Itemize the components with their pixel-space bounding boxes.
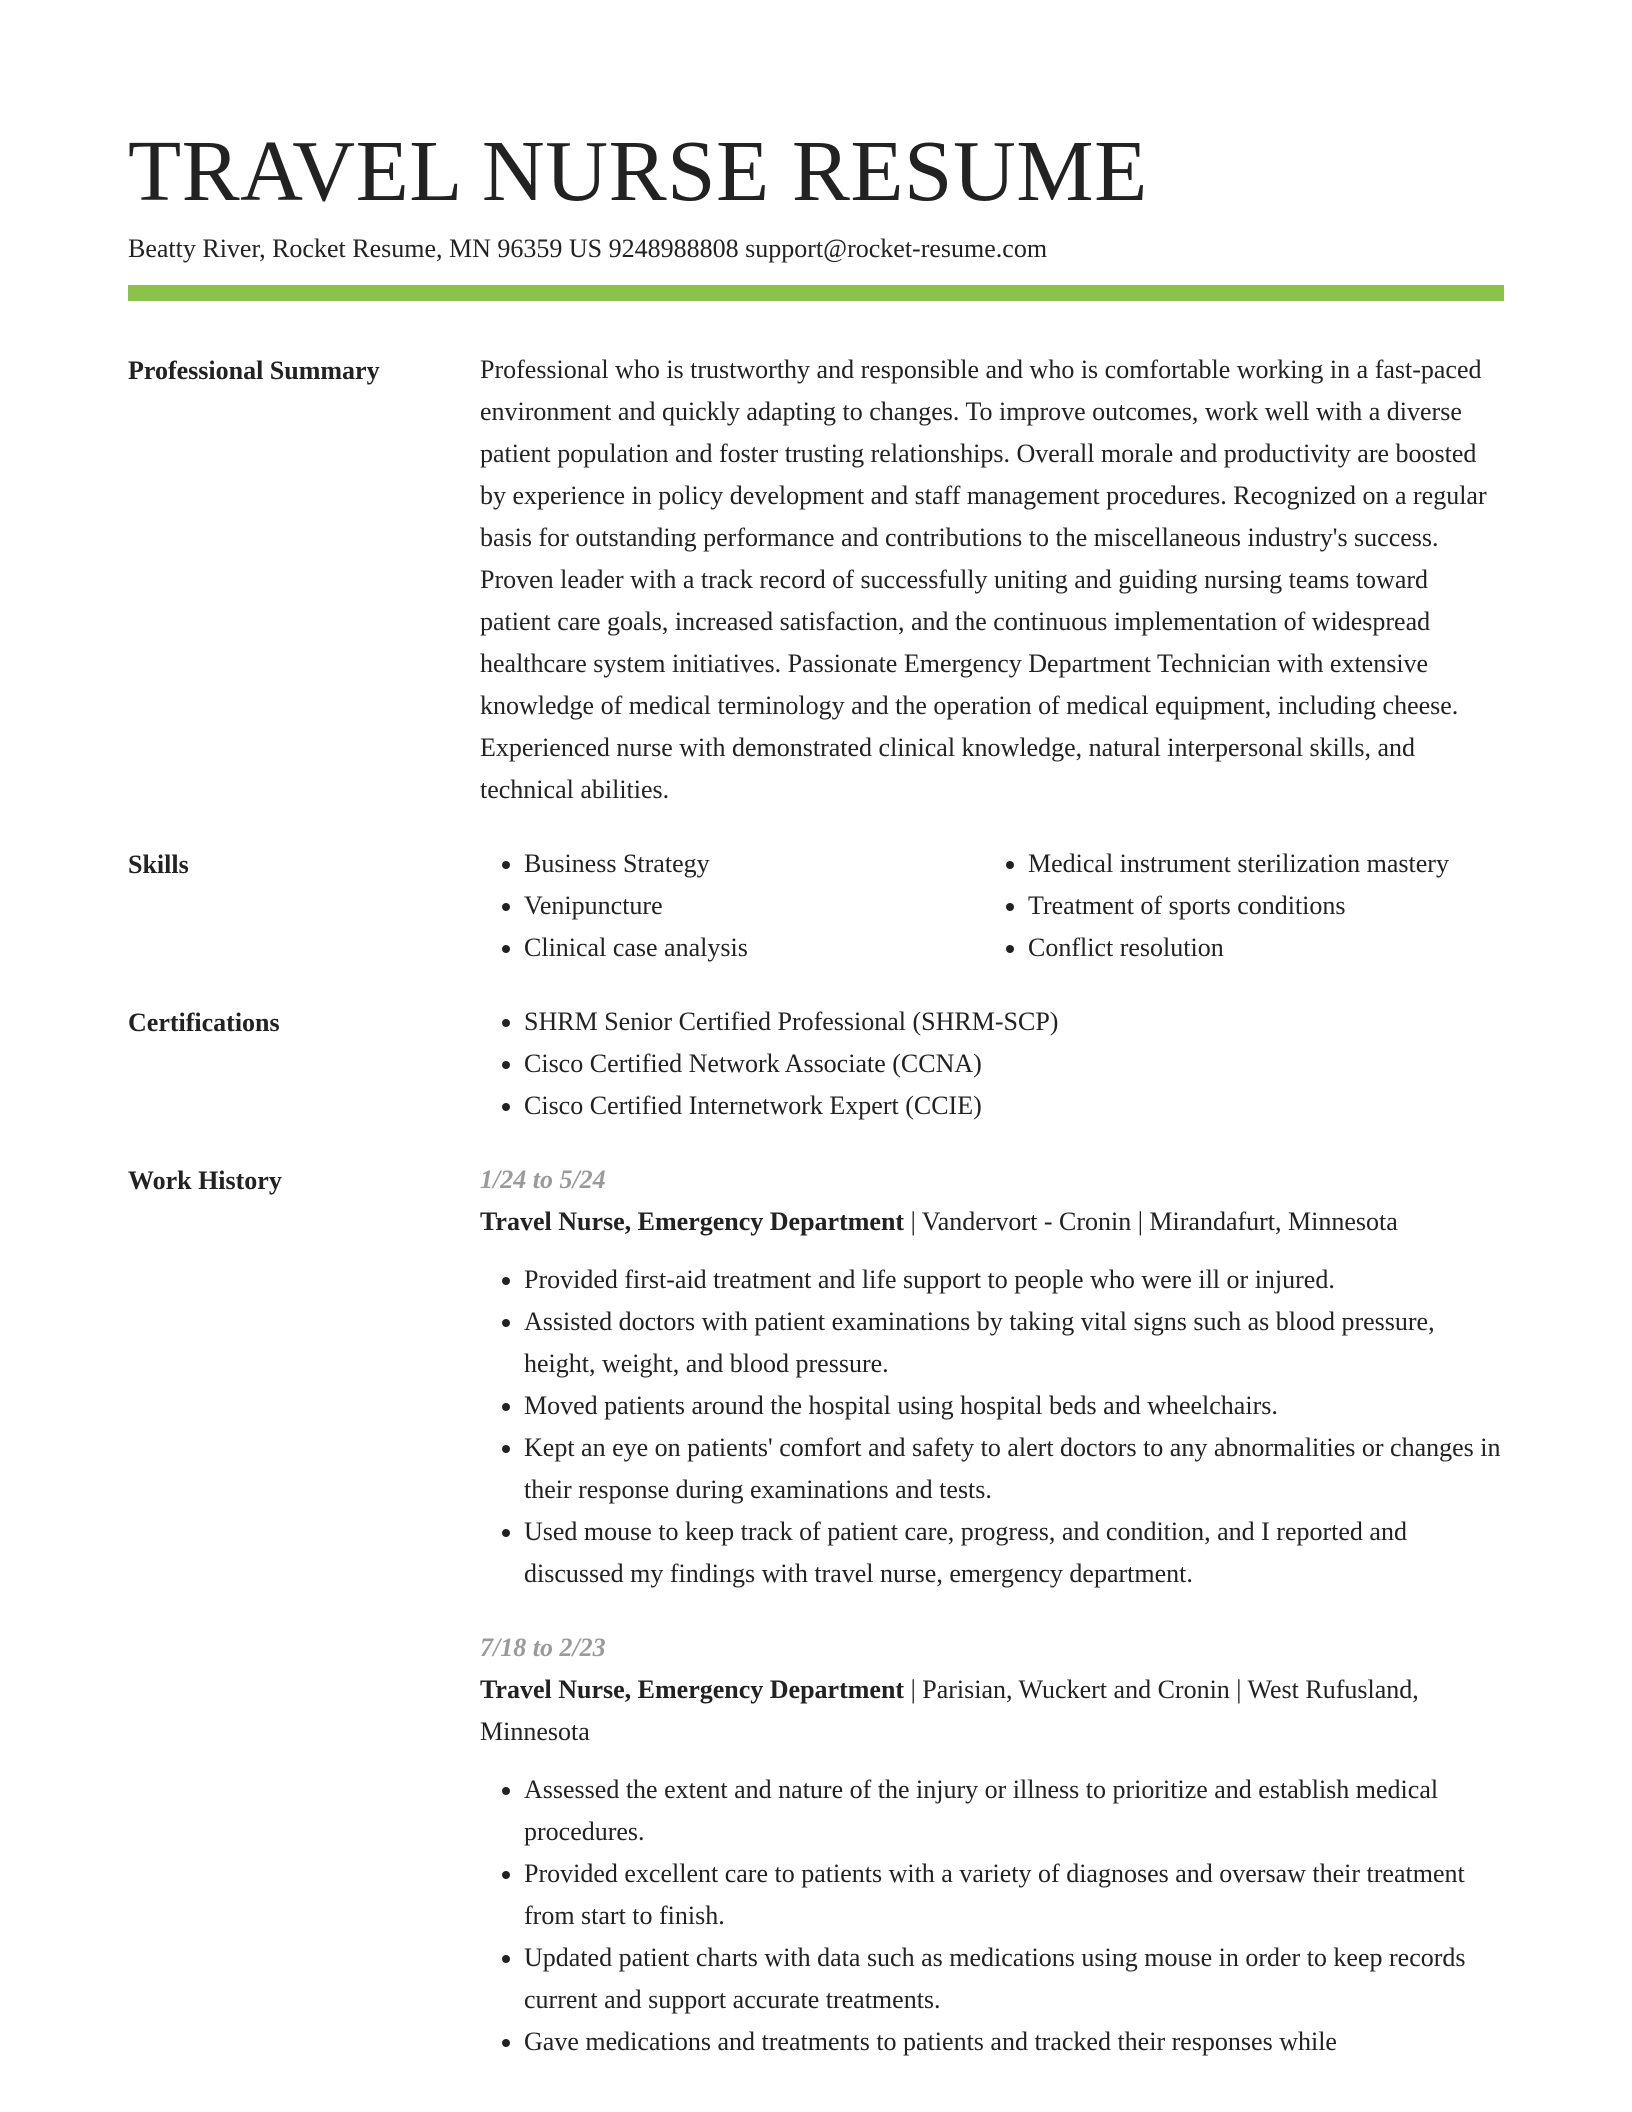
job-bullet: • Kept an eye on patients' comfort and safety to alert doctors to any abnormalities or changes in their response during examinations and tests.	[524, 1427, 1504, 1511]
job-entry	[480, 1627, 1504, 2063]
job-entry	[480, 1159, 1504, 1595]
skills-column	[480, 843, 984, 969]
job-bullet: • Provided excellent care to patients with a variety of diagnoses and oversaw their treatment from start to finish.	[524, 1853, 1504, 1937]
job-bullets	[480, 1259, 1504, 1595]
certification-item: • Cisco Certified Internetwork Expert (CCIE)	[524, 1085, 1504, 1127]
summary-text: Professional who is trustworthy and responsible and who is comfortable working in a fast-paced environment and quickly adapting to changes. To improve outcomes, work well with a diverse patient population and foster trusting relationships. Overall morale and productivity are boosted by experience in policy development and staff management procedures. Recognized on a regular basis for outstanding performance and contributions to the miscellaneous industry's success. Proven leader with a track record of successfully uniting and guiding nursing teams toward patient care goals, increased satisfaction, and the continuous implementation of widespread healthcare system initiatives. Passionate Emergency Department Technician with extensive knowledge of medical terminology and the operation of medical equipment, including cheese. Experienced nurse with demonstrated clinical knowledge, natural interpersonal skills, and technical abilities.	[480, 355, 1487, 804]
job-dates: 1/24 to 5/24	[480, 1165, 606, 1194]
job-bullet: • Moved patients around the hospital using hospital beds and wheelchairs.	[524, 1385, 1504, 1427]
job-details: | Vandervort - Cronin | Mirandafurt, Minnesota	[904, 1207, 1398, 1236]
skills-column	[984, 843, 1488, 969]
job-bullet: • Used mouse to keep track of patient care, progress, and condition, and I reported and discussed my findings with travel nurse, emergency department.	[524, 1511, 1504, 1595]
section-label: Certifications	[128, 1008, 280, 1037]
work-history-content	[480, 1159, 1504, 2063]
section-label: Skills	[128, 850, 189, 879]
summary-section	[128, 349, 1504, 811]
job-dates: 7/18 to 2/23	[480, 1633, 606, 1662]
skill-item: • Conflict resolution	[1028, 927, 1488, 969]
skill-item: • Business Strategy	[524, 843, 984, 885]
job-bullet: • Gave medications and treatments to patients and tracked their responses while	[524, 2021, 1504, 2063]
job-details: | Parisian, Wuckert and Cronin | West Rufusland, Minnesota	[480, 1675, 1419, 1746]
job-title: Travel Nurse, Emergency Department	[480, 1675, 905, 1704]
certification-item: • SHRM Senior Certified Professional (SHRM-SCP)	[524, 1001, 1504, 1043]
work-history-section	[128, 1159, 1504, 2063]
skills-list	[984, 843, 1488, 969]
certification-item: • Cisco Certified Network Associate (CCNA)	[524, 1043, 1504, 1085]
skill-item: • Venipuncture	[524, 885, 984, 927]
skill-item: • Clinical case analysis	[524, 927, 984, 969]
resume-title: TRAVEL NURSE RESUME	[128, 122, 1148, 219]
job-bullets	[480, 1769, 1504, 2063]
certifications-section	[128, 1001, 1504, 1127]
job-bullet: • Assessed the extent and nature of the injury or illness to prioritize and establish medical procedures.	[524, 1769, 1504, 1853]
accent-divider	[128, 285, 1504, 301]
certifications-content	[480, 1001, 1504, 1127]
section-label: Work History	[128, 1166, 282, 1195]
certifications-list	[480, 1001, 1504, 1127]
skills-grid	[480, 843, 1504, 969]
skill-item: • Treatment of sports conditions	[1028, 885, 1488, 927]
job-heading	[480, 1201, 1504, 1243]
job-heading	[480, 1669, 1504, 1753]
job-bullet: • Provided first-aid treatment and life support to people who were ill or injured.	[524, 1259, 1504, 1301]
contact-line: Beatty River, Rocket Resume, MN 96359 US 9248988808 support@rocket-resume.com	[128, 234, 1048, 263]
resume-sections	[128, 349, 1504, 2063]
section-label: Professional Summary	[128, 356, 380, 385]
job-bullet: • Updated patient charts with data such as medications using mouse in order to keep records current and support accurate treatments.	[524, 1937, 1504, 2021]
job-title: Travel Nurse, Emergency Department	[480, 1207, 905, 1236]
skills-list	[480, 843, 984, 969]
summary-content	[480, 349, 1504, 811]
skills-section	[128, 843, 1504, 969]
skill-item: • Medical instrument sterilization mastery	[1028, 843, 1488, 885]
job-bullet: • Assisted doctors with patient examinations by taking vital signs such as blood pressure, height, weight, and blood pressure.	[524, 1301, 1504, 1385]
